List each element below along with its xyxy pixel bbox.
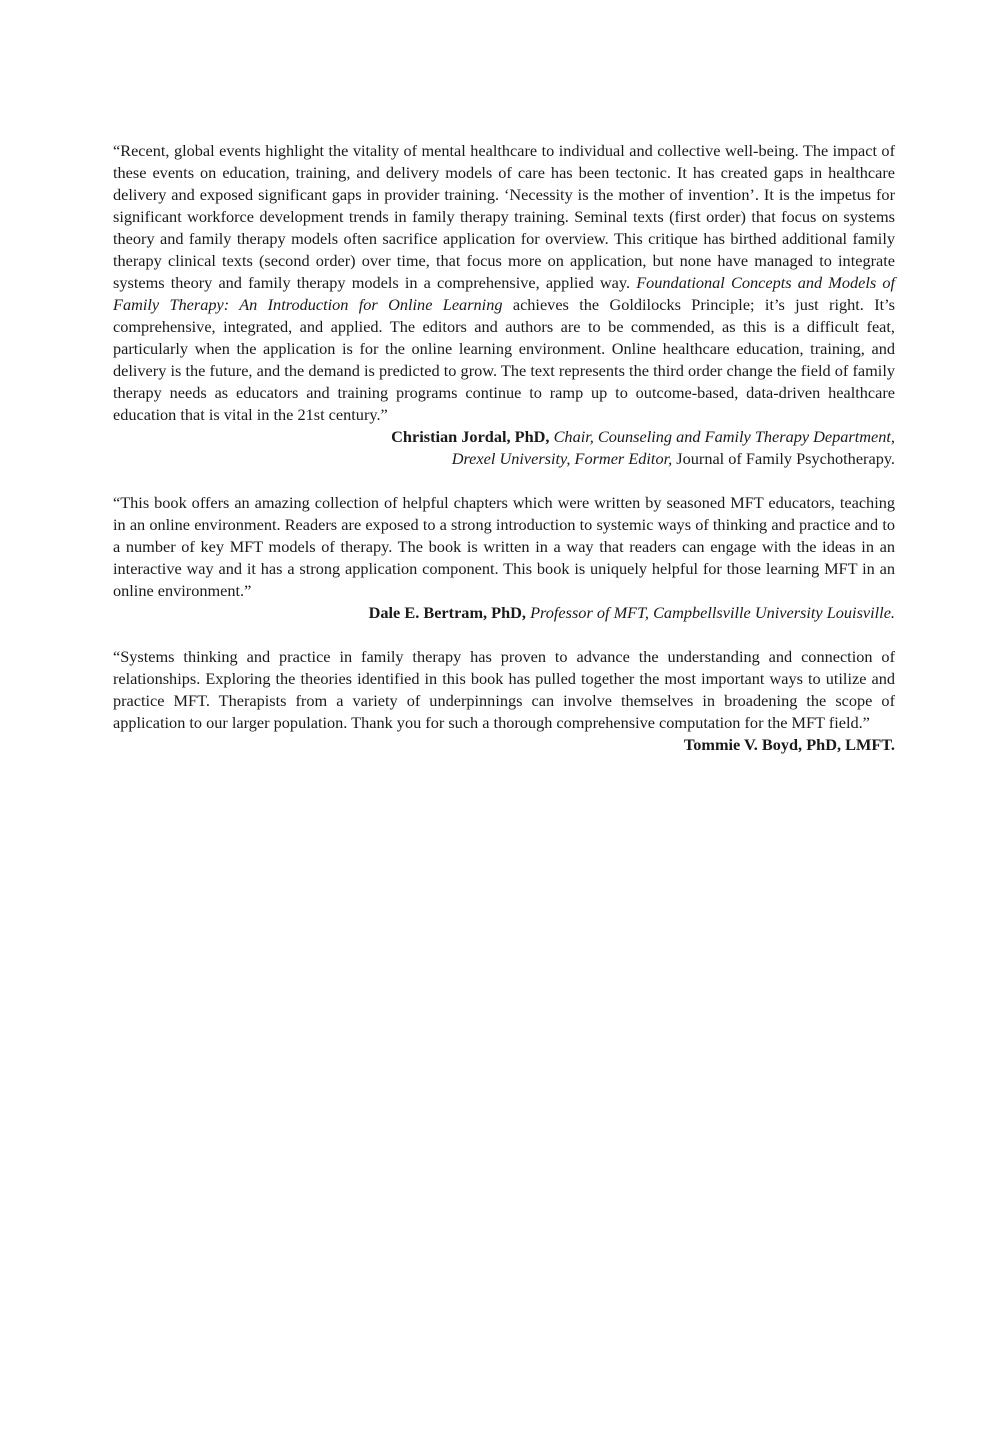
quote-text-part1: “Recent, global events highlight the vitality of mental healthcare to individual and collective well-being. The impact of these events on education, training, and delivery models of care has been tectonic. It has created gaps in healthcare delivery and exposed significant gaps in provider training. ‘Necessity is the mother of invention’. It is the impetus for significant workforce development trends in family therapy training. Seminal texts (first order) that focus on systems theory and family therapy models often sacrifice application for overview. This critique has birthed additional family therapy clinical texts (second order) over time, that focus more on application, but none have managed to integrate systems theory and family therapy models in a comprehensive, applied way.: [113, 141, 895, 292]
endorsement-bertram: [113, 492, 895, 624]
endorser-name: Tommie V. Boyd, PhD, LMFT.: [683, 735, 895, 754]
journal-name: Journal of Family Psychotherapy.: [676, 449, 895, 468]
endorser-role: Professor of MFT, Campbellsville University Louisville.: [530, 603, 895, 622]
spacer: [113, 624, 895, 646]
endorser-name: Christian Jordal, PhD,: [391, 427, 550, 446]
endorser-name: Dale E. Bertram, PhD,: [368, 603, 526, 622]
endorsements-page: [113, 140, 895, 756]
endorsement-jordal: [113, 140, 895, 470]
spacer: [113, 470, 895, 492]
endorser-role: Chair, Counseling and Family Therapy Department,: [553, 427, 895, 446]
quote-text-part2: achieves the Goldilocks Principle; it’s just right. It’s comprehensive, integrated, and applied. The editors and authors are to be commended, as this is a difficult feat, particularly when the application is for the online learning environment. Online healthcare education, training, and delivery is the future, and the demand is predicted to grow. The text represents the third order change the field of family therapy needs as educators and training programs continue to ramp up to outcome-based, data-driven healthcare education that is vital in the 21st century.”: [113, 295, 896, 424]
endorsement-quote: “This book offers an amazing collection of helpful chapters which were written by seasoned MFT educators, teaching in an online environment. Readers are exposed to a strong introduction to systemic ways of thinking and practice and to a number of key MFT models of therapy. The book is written in a way that readers can engage with the ideas in an interactive way and it has a strong application component. This book is uniquely helpful for those learning MFT in an online environment.”: [113, 493, 895, 600]
endorsement-quote: [113, 140, 895, 426]
endorser-role-continued: Drexel University, Former Editor,: [451, 449, 673, 468]
endorsement-boyd: [113, 646, 895, 756]
endorsement-attribution: [113, 602, 895, 624]
book-title: Foundational Concepts and Models of Family Therapy: An Introduction for Online Learning: [113, 273, 896, 314]
endorsement-attribution: [113, 734, 895, 756]
endorsement-attribution: [113, 426, 895, 470]
endorsement-quote: “Systems thinking and practice in family therapy has proven to advance the understanding and connection of relationships. Exploring the theories identified in this book has pulled together the most important ways to utilize and practice MFT. Therapists from a variety of underpinnings can involve themselves in broadening the scope of application to our larger population. Thank you for such a thorough comprehensive computation for the MFT field.”: [113, 647, 895, 732]
